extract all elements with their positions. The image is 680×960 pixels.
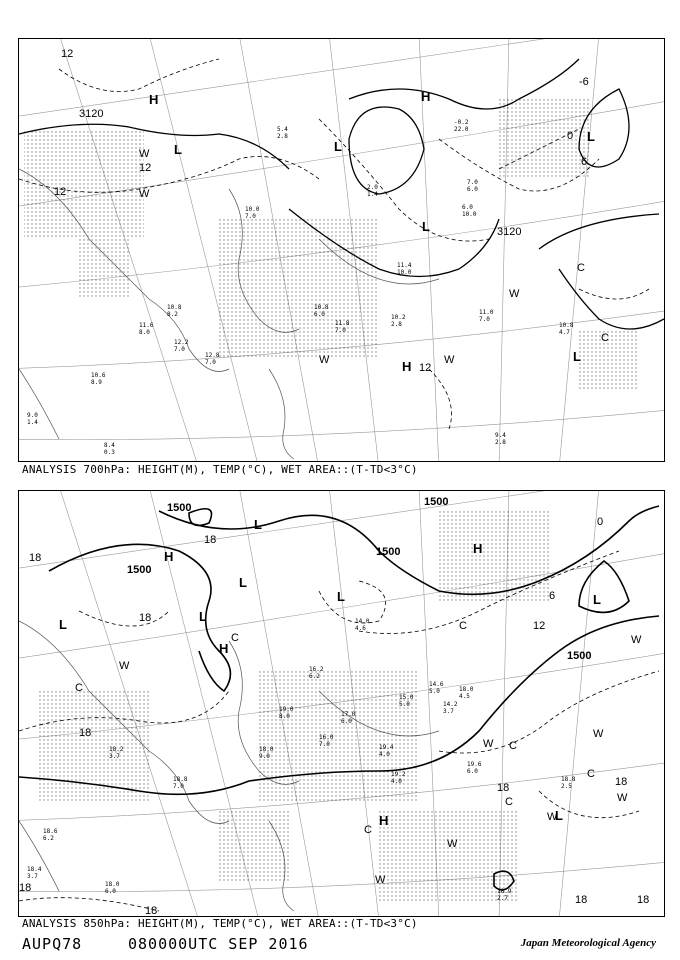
station-temp: 16.2: [309, 666, 324, 673]
station-dewpoint: 0.3: [104, 449, 115, 456]
temp-label: 0: [567, 130, 574, 142]
temp-label: 0: [597, 516, 604, 528]
temp-label: 12: [419, 362, 432, 374]
station-dewpoint: 2.5: [561, 783, 572, 790]
warm-mark: W: [547, 811, 558, 823]
cold-mark: C: [577, 262, 585, 274]
station-temp: 14.2: [443, 701, 458, 708]
station-temp: 18.4: [27, 866, 42, 873]
station-dewpoint: 5.0: [429, 688, 440, 695]
station-temp: 10.8: [559, 322, 574, 329]
station-temp: 11.0: [479, 309, 494, 316]
station-dewpoint: 9.0: [259, 753, 270, 760]
analysis-850hpa-map: [18, 490, 665, 917]
cold-mark: C: [459, 620, 467, 632]
station-dewpoint: 3.7: [443, 708, 454, 715]
high-center: H: [421, 89, 431, 104]
cold-mark: C: [587, 768, 595, 780]
station-temp: 16.0: [319, 734, 334, 741]
cold-mark: C: [364, 824, 372, 836]
temp-label: 18: [615, 776, 628, 788]
station-dewpoint: 2.8: [277, 133, 288, 140]
temp-label: -6: [579, 76, 589, 88]
station-dewpoint: 2.7: [497, 895, 508, 902]
temp-label: 18: [204, 534, 217, 546]
station-temp: 18.8: [561, 776, 576, 783]
station-dewpoint: 8.0: [279, 713, 290, 720]
station-temp: 9.0: [27, 412, 38, 419]
station-temp: 15.0: [399, 694, 414, 701]
cold-mark: C: [601, 332, 609, 344]
station-temp: 18.6: [43, 828, 58, 835]
station-temp: 12.8: [205, 352, 220, 359]
cold-mark: C: [509, 740, 517, 752]
station-dewpoint: 1.4: [27, 419, 38, 426]
station-temp: 10.2: [391, 314, 406, 321]
station-temp: -0.2: [454, 119, 469, 126]
station-temp: 10.8: [314, 304, 329, 311]
station-temp: 14.6: [429, 681, 444, 688]
station-temp: 11.8: [335, 320, 350, 327]
station-dewpoint: 8.0: [139, 329, 150, 336]
station-dewpoint: 10.0: [397, 269, 412, 276]
temp-label: 18: [145, 905, 158, 916]
station-temp: 2.0: [367, 184, 378, 191]
warm-mark: W: [319, 354, 330, 366]
temp-label: 18: [575, 894, 588, 906]
height-label: 1500: [376, 546, 401, 558]
low-center: L: [422, 219, 430, 234]
station-temp: 5.4: [277, 126, 288, 133]
low-center: L: [573, 349, 581, 364]
temp-label: 12: [533, 620, 546, 632]
cold-mark: C: [505, 796, 513, 808]
temp-label: 18: [79, 727, 92, 739]
station-dewpoint: 2.8: [391, 321, 402, 328]
temp-label: 12: [54, 186, 67, 198]
temp-label: 18: [29, 552, 42, 564]
temp-label: 12: [61, 48, 74, 60]
station-dewpoint: 7.0: [173, 783, 184, 790]
station-dewpoint: 8.2: [167, 311, 178, 318]
station-dewpoint: 2.8: [495, 439, 506, 446]
station-temp: 8.4: [104, 442, 115, 449]
station-dewpoint: 6.0: [105, 888, 116, 895]
cold-mark: C: [75, 682, 83, 694]
high-center: H: [149, 92, 159, 107]
temp-label: 18: [139, 612, 152, 624]
station-dewpoint: 7.0: [319, 741, 330, 748]
product-code: AUPQ78: [22, 935, 83, 953]
station-temp: 18.9: [497, 888, 512, 895]
temp-label: 18: [637, 894, 650, 906]
low-center: L: [593, 592, 601, 607]
station-dewpoint: 4.6: [355, 625, 366, 632]
station-temp: 19.4: [379, 744, 394, 751]
high-center: H: [402, 359, 412, 374]
station-dewpoint: 22.0: [454, 126, 469, 133]
station-temp: 10.0: [245, 206, 260, 213]
low-center: L: [59, 617, 67, 632]
height-label: 1500: [567, 650, 592, 662]
station-dewpoint: 10.0: [462, 211, 477, 218]
station-dewpoint: 8.9: [91, 379, 102, 386]
map-850hpa-canvas: [19, 491, 664, 916]
caption-700hpa: ANALYSIS 700hPa: HEIGHT(M), TEMP(°C), WET AREA::(T-TD<3°C): [22, 463, 418, 476]
station-temp: 18.0: [259, 746, 274, 753]
temp-label: 6: [581, 156, 588, 168]
station-temp: 18.2: [109, 746, 124, 753]
warm-mark: W: [375, 874, 386, 886]
height-label: 1500: [127, 564, 152, 576]
station-dewpoint: 4.0: [379, 751, 390, 758]
height-label: 1500: [424, 496, 449, 508]
high-center: H: [379, 813, 389, 828]
station-temp: 11.4: [397, 262, 412, 269]
station-temp: 18.0: [459, 686, 474, 693]
station-temp: 10.8: [167, 304, 182, 311]
station-temp: 19.0: [279, 706, 294, 713]
station-temp: 14.0: [355, 618, 370, 625]
station-dewpoint: 5.0: [399, 701, 410, 708]
low-center: L: [555, 808, 563, 823]
station-temp: 18.0: [105, 881, 120, 888]
temp-label: 12: [139, 162, 152, 174]
station-dewpoint: 4.0: [391, 778, 402, 785]
warm-mark: W: [447, 838, 458, 850]
low-center: L: [337, 589, 345, 604]
low-center: L: [199, 609, 207, 624]
analysis-700hpa-map: [18, 38, 665, 462]
low-center: L: [587, 129, 595, 144]
wet-area: [39, 511, 549, 901]
warm-mark: W: [631, 634, 642, 646]
warm-mark: W: [509, 288, 520, 300]
station-dewpoint: 7.0: [205, 359, 216, 366]
warm-mark: W: [483, 738, 494, 750]
station-temp: 18.8: [173, 776, 188, 783]
station-temp: 19.6: [467, 761, 482, 768]
station-dewpoint: 7.0: [245, 213, 256, 220]
warm-mark: W: [444, 354, 455, 366]
low-center: L: [334, 139, 342, 154]
height-label: 1500: [167, 502, 192, 514]
station-dewpoint: 7.0: [335, 327, 346, 334]
station-temp: 7.0: [467, 179, 478, 186]
height-label: 3120: [497, 226, 522, 238]
station-temp: 10.6: [91, 372, 106, 379]
warm-mark: W: [139, 188, 150, 200]
station-dewpoint: 6.2: [43, 835, 54, 842]
temp-label: 18: [19, 882, 32, 894]
high-center: H: [164, 549, 174, 564]
map-700hpa-canvas: [19, 39, 664, 461]
high-center: H: [219, 641, 229, 656]
station-temp: 19.2: [391, 771, 406, 778]
warm-mark: W: [593, 728, 604, 740]
station-dewpoint: 3.7: [109, 753, 120, 760]
caption-850hpa: ANALYSIS 850hPa: HEIGHT(M), TEMP(°C), WET AREA::(T-TD<3°C): [22, 917, 418, 930]
low-center: L: [254, 517, 262, 532]
station-dewpoint: 6.2: [309, 673, 320, 680]
station-temp: 12.2: [174, 339, 189, 346]
agency-name: Japan Meteorological Agency: [520, 937, 656, 949]
station-temp: 9.4: [495, 432, 506, 439]
low-center: L: [174, 142, 182, 157]
station-dewpoint: 7.0: [174, 346, 185, 353]
station-dewpoint: 1.4: [367, 191, 378, 198]
low-center: L: [239, 575, 247, 590]
valid-time: 080000UTC SEP 2016: [128, 935, 309, 953]
station-temp: 6.0: [462, 204, 473, 211]
station-dewpoint: 4.7: [559, 329, 570, 336]
warm-mark: W: [617, 792, 628, 804]
height-label: 3120: [79, 108, 104, 120]
temp-label: 18: [497, 782, 510, 794]
temp-label: 6: [549, 590, 556, 602]
station-dewpoint: 6.0: [314, 311, 325, 318]
station-temp: 11.6: [139, 322, 154, 329]
high-center: H: [473, 541, 483, 556]
station-dewpoint: 7.0: [479, 316, 490, 323]
station-temp: 17.0: [341, 711, 356, 718]
station-dewpoint: 6.0: [341, 718, 352, 725]
station-dewpoint: 3.7: [27, 873, 38, 880]
station-dewpoint: 4.5: [459, 693, 470, 700]
station-dewpoint: 6.0: [467, 186, 478, 193]
warm-mark: W: [139, 148, 150, 160]
cold-mark: C: [231, 632, 239, 644]
station-dewpoint: 6.0: [467, 768, 478, 775]
warm-mark: W: [119, 660, 130, 672]
